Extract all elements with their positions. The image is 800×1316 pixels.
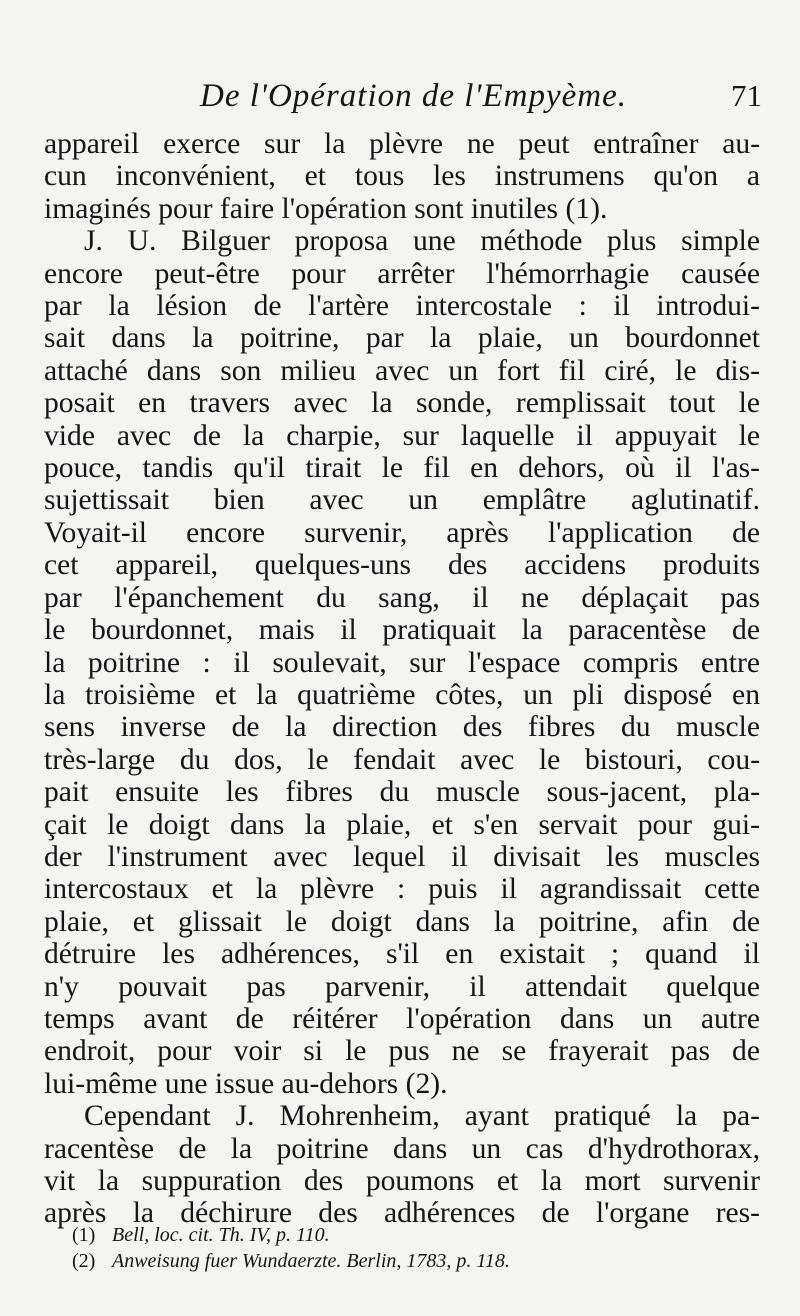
footnote-text: Bell, loc. cit. Th. IV, p. 110. (112, 1224, 330, 1246)
text-line: temps avant de réitérer l'opération dans un autre (44, 1002, 760, 1035)
text-line: très-large du dos, le fendait avec le bistouri, cou- (44, 743, 760, 776)
text-line: lui-même une issue au-dehors (2). (44, 1067, 448, 1100)
text-line: cet appareil, quelques-uns des accidens produits (44, 549, 760, 582)
text-line: vide avec de la charpie, sur laquelle il appuyait le (44, 419, 760, 452)
text-line: encore peut-être pour arrêter l'hémorrhagie causée (44, 257, 760, 290)
text-line: intercostaux et la plèvre : puis il agrandissait cette (44, 873, 760, 906)
text-line: sujettissait bien avec un emplâtre aglutinatif. (44, 484, 760, 517)
footnote-number: (1) (72, 1224, 96, 1246)
text-line: cun inconvénient, et tous les instrumens qu'on a (44, 160, 760, 193)
text-line: endroit, pour voir si le pus ne se frayerait pas de (44, 1035, 760, 1068)
footnote (72, 1222, 732, 1248)
footnote (72, 1248, 732, 1274)
text-line: racentèse de la poitrine dans un cas d'hydrothorax, (44, 1132, 760, 1165)
text-line: sait dans la poitrine, par la plaie, un bourdonnet (44, 322, 760, 355)
text-line: der l'instrument avec lequel il divisait les muscles (44, 840, 760, 873)
footnote-number: (2) (72, 1250, 96, 1272)
text-line: J. U. Bilguer proposa une méthode plus simple (84, 225, 760, 258)
text-line: la poitrine : il soulevait, sur l'espace compris entre (44, 646, 760, 679)
text-line: pait ensuite les fibres du muscle sous-jacent, pla- (44, 776, 760, 809)
text-line: Voyait-il encore survenir, après l'application de (44, 516, 760, 549)
text-line: par la lésion de l'artère intercostale : il introdui- (44, 290, 760, 323)
body-text (44, 128, 760, 1230)
footnotes (72, 1222, 732, 1274)
page-number: 71 (731, 78, 762, 113)
text-line: détruire les adhérences, s'il en existait ; quand il (44, 938, 760, 971)
text-line: la troisième et la quatrième côtes, un pli disposé en (44, 678, 760, 711)
text-line: imaginés pour faire l'opération sont inutiles (1). (44, 192, 608, 225)
text-line: posait en travers avec la sonde, remplissait tout le (44, 387, 760, 420)
text-line: pouce, tandis qu'il tirait le fil en dehors, où il l'as- (44, 452, 760, 485)
text-line: sens inverse de la direction des fibres du muscle (44, 711, 760, 744)
text-line: plaie, et glissait le doigt dans la poitrine, afin de (44, 905, 760, 938)
text-line: appareil exerce sur la plèvre ne peut entraîner au- (44, 128, 760, 160)
footnote-text: Anweisung fuer Wundaerzte. Berlin, 1783, p. 118. (112, 1250, 510, 1272)
text-line: çait le doigt dans la plaie, et s'en servait pour gui- (44, 808, 760, 841)
text-line: après la déchirure des adhérences de l'organe res- (44, 1197, 760, 1230)
running-title: De l'Opération de l'Empyème. (200, 78, 627, 114)
text-line: le bourdonnet, mais il pratiquait la paracentèse de (44, 614, 760, 647)
text-line: par l'épanchement du sang, il ne déplaçait pas (44, 581, 760, 614)
text-line: vit la suppuration des poumons et la mort survenir (44, 1165, 760, 1197)
text-line: Cependant J. Mohrenheim, ayant pratiqué la pa- (84, 1100, 760, 1133)
page-header (38, 78, 762, 122)
text-line: attaché dans son milieu avec un fort fil ciré, le dis- (44, 354, 760, 387)
text-line: n'y pouvait pas parvenir, il attendait quelque (44, 970, 760, 1003)
